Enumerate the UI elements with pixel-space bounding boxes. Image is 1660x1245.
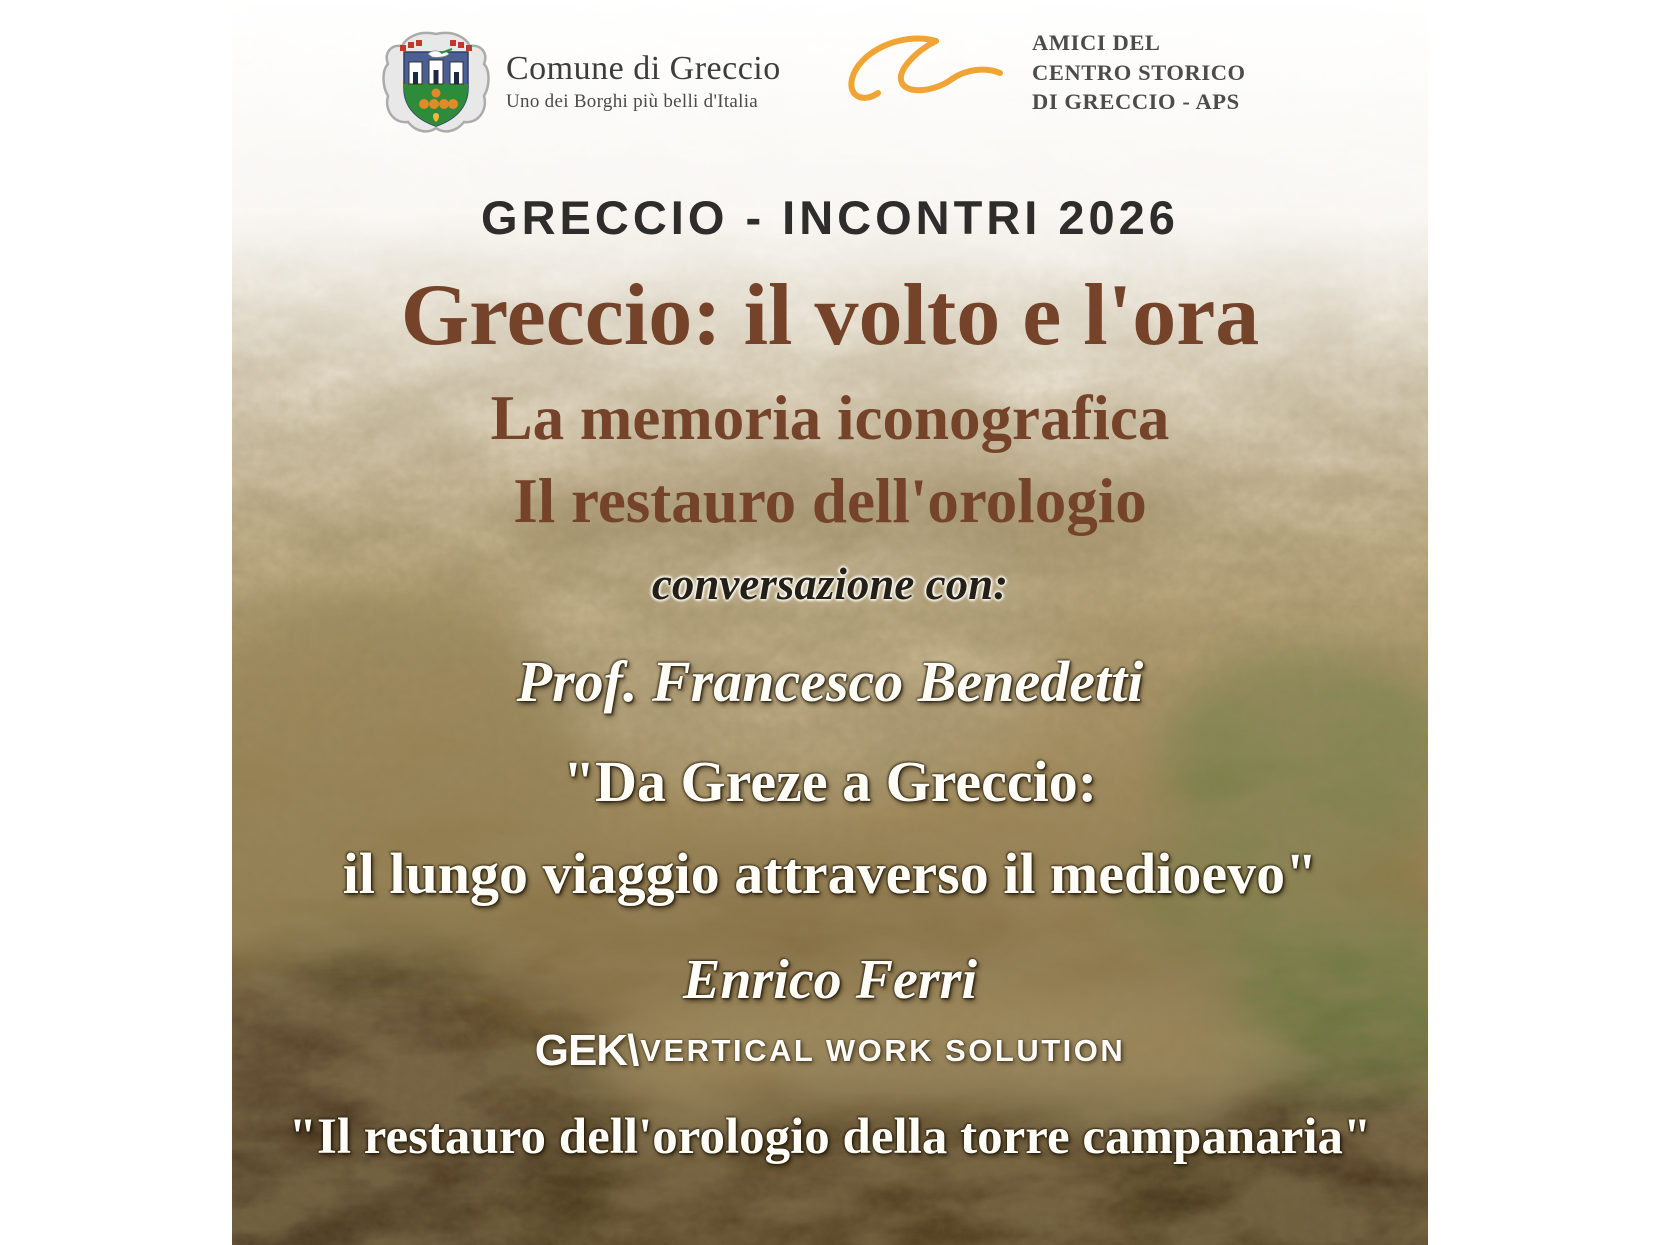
event-subtitle-2: Il restauro dell'orologio bbox=[513, 466, 1147, 536]
gek-tagline: VERTICAL WORK SOLUTION bbox=[640, 1033, 1126, 1068]
speaker2-name: Enrico Ferri bbox=[682, 949, 978, 1011]
gek-company-logo bbox=[232, 1026, 1428, 1076]
greccio-coat-of-arms-icon bbox=[380, 30, 492, 134]
speaker2-talk: "Il restauro dell'orologio della torre campanaria" bbox=[288, 1109, 1372, 1165]
amici-line1: AMICI DEL bbox=[1032, 30, 1161, 55]
speaker1-talk-line1: "Da Greze a Greccio: bbox=[562, 749, 1098, 814]
conversation-intro: conversazione con: bbox=[651, 559, 1009, 609]
event-title: Greccio: il volto e l'ora bbox=[400, 267, 1260, 364]
speaker1-name: Prof. Francesco Benedetti bbox=[516, 649, 1144, 714]
header-logo-row bbox=[232, 0, 1428, 150]
comune-tagline: Uno dei Borghi più belli d'Italia bbox=[506, 90, 759, 112]
cs-swoosh-icon bbox=[840, 29, 1018, 117]
amici-line3: DI GRECCIO - APS bbox=[1032, 89, 1240, 115]
comune-logo-text bbox=[506, 51, 781, 113]
speaker1-talk-line2: il lungo viaggio attraverso il medioevo" bbox=[342, 841, 1318, 906]
event-subtitle-1: La memoria iconografica bbox=[490, 383, 1170, 453]
amici-logo-text bbox=[1032, 28, 1246, 117]
comune-name: Comune di Greccio bbox=[506, 50, 781, 88]
gek-brand-wordmark: GEK\ bbox=[534, 1026, 639, 1075]
amici-line2: CENTRO STORICO bbox=[1032, 59, 1246, 85]
comune-di-greccio-logo bbox=[380, 30, 781, 134]
poster bbox=[232, 0, 1428, 1245]
series-title: GRECCIO - INCONTRI 2026 bbox=[481, 191, 1179, 244]
amici-centro-storico-logo bbox=[840, 28, 1246, 117]
